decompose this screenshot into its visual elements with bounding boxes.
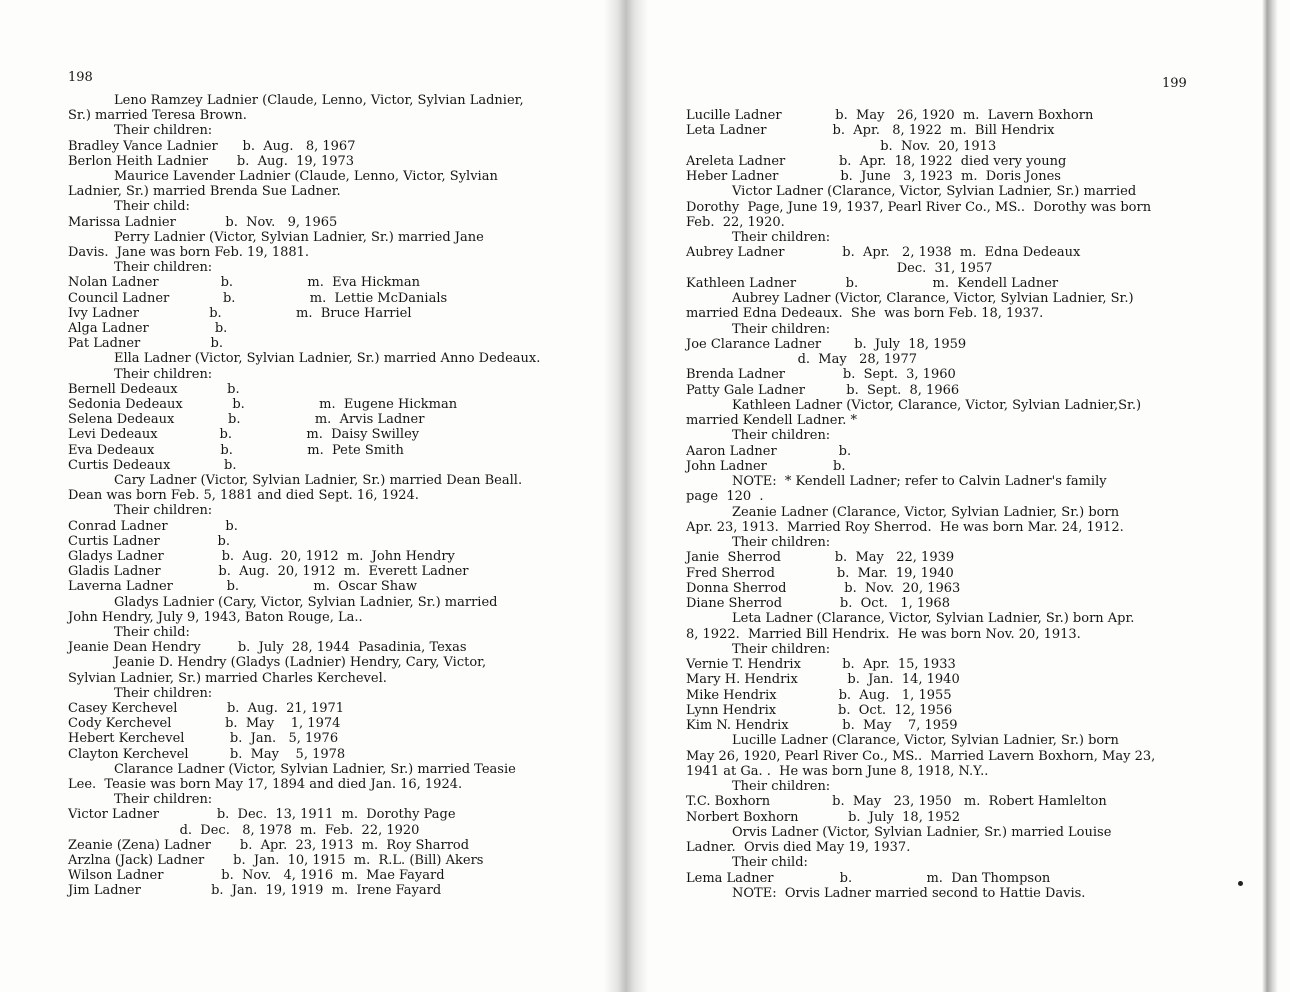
text-line: married Kendell Ladner. * (686, 413, 858, 428)
text-line: Norbert Boxhorn b. July 18, 1952 (686, 809, 961, 825)
text-line: Pat Ladner b. (68, 336, 223, 352)
text-line: Alga Ladner b. (68, 321, 228, 336)
left-page (0, 0, 622, 992)
text-line: Their children: (114, 366, 213, 382)
text-line: Levi Dedeaux b. m. Daisy Swilley (68, 427, 420, 443)
text-line: Janie Sherrod b. May 22, 1939 (686, 550, 955, 566)
text-line: Ladner. Orvis died May 19, 1937. (686, 840, 911, 855)
text-line: NOTE: Orvis Ladner married second to Hattie Davis. (732, 885, 1086, 901)
text-line: Arzlna (Jack) Ladner b. Jan. 10, 1915 m. R.L. (Bill) Akers (68, 853, 484, 868)
text-line: Curtis Ladner b. (68, 533, 231, 549)
text-line: Conrad Ladner b. (68, 518, 238, 534)
text-line: Ella Ladner (Victor, Sylvian Ladnier, Sr.) married Anno Dedeaux. (114, 351, 541, 367)
text-line: page 120 . (686, 489, 764, 505)
text-line: Laverna Ladner b. m. Oscar Shaw (68, 579, 418, 595)
text-line: Lee. Teasie was born May 17, 1894 and died Jan. 16, 1924. (68, 777, 463, 792)
text-line: Jeanie Dean Hendry b. July 28, 1944 Pasadinia, Texas (68, 640, 467, 656)
text-line: Mary H. Hendrix b. Jan. 14, 1940 (686, 672, 960, 688)
text-line: Aubrey Ladner b. Apr. 2, 1938 m. Edna Dedeaux (686, 245, 1081, 261)
page-number-198: 198 (68, 70, 93, 85)
text-line: Victor Ladner (Clarance, Victor, Sylvian Ladnier, Sr.) married (732, 184, 1137, 200)
text-line: Their children: (732, 779, 831, 794)
text-line: Victor Ladner b. Dec. 13, 1911 m. Dorothy Page (68, 807, 456, 823)
text-line: Gladys Ladnier (Cary, Victor, Sylvian Ladnier, Sr.) married (114, 594, 498, 610)
text-line: Fred Sherrod b. Mar. 19, 1940 (686, 565, 954, 581)
text-line: NOTE: * Kendell Ladner; refer to Calvin Ladner's family (732, 474, 1107, 489)
text-line: b. Nov. 20, 1913 (686, 138, 997, 154)
text-line: Leta Ladner (Clarance, Victor, Sylvian Ladnier, Sr.) born Apr. (732, 611, 1135, 627)
text-line: Davis. Jane was born Feb. 19, 1881. (68, 245, 310, 260)
text-line: Marissa Ladnier b. Nov. 9, 1965 (68, 214, 338, 230)
text-line: Orvis Ladner (Victor, Sylvian Ladnier, Sr.) married Louise (732, 824, 1112, 840)
text-line: Casey Kerchevel b. Aug. 21, 1971 (68, 701, 345, 716)
text-line: Areleta Ladner b. Apr. 18, 1922 died very young (686, 153, 1067, 169)
text-line: Perry Ladnier (Victor, Sylvian Ladnier, Sr.) married Jane (114, 229, 484, 245)
text-line: Clayton Kerchevel b. May 5, 1978 (68, 746, 346, 762)
text-line: Their children: (114, 503, 213, 519)
text-line: Kathleen Ladner b. m. Kendell Ladner (686, 275, 1059, 291)
text-line: Their children: (732, 230, 831, 245)
text-line: Brenda Ladner b. Sept. 3, 1960 (686, 367, 956, 383)
text-line: Their child: (114, 199, 190, 215)
text-line: Maurice Lavender Ladnier (Claude, Lenno, Victor, Sylvian (114, 169, 498, 184)
right-page (636, 0, 1290, 992)
text-line: d. May 28, 1977 (686, 352, 917, 367)
text-line: Their children: (114, 792, 213, 808)
text-line: Ladnier, Sr.) married Brenda Sue Ladner. (68, 184, 341, 200)
text-line: Clarance Ladner (Victor, Sylvian Ladnier, Sr.) married Teasie (114, 761, 516, 777)
text-line: Cary Ladner (Victor, Sylvian Ladnier, Sr.) married Dean Beall. (114, 473, 523, 488)
text-line: Joe Clarance Ladner b. July 18, 1959 (686, 336, 967, 352)
text-line: Vernie T. Hendrix b. Apr. 15, 1933 (686, 657, 956, 672)
text-line: Their child: (114, 625, 190, 640)
text-line: Their children: (732, 535, 831, 550)
text-line: Their children: (114, 685, 213, 701)
text-line: Their child: (732, 855, 808, 871)
text-line: married Edna Dedeaux. She was born Feb. 18, 1937. (686, 306, 1044, 322)
text-line: Donna Sherrod b. Nov. 20, 1963 (686, 580, 961, 596)
text-line: Apr. 23, 1913. Married Roy Sherrod. He was born Mar. 24, 1912. (686, 519, 1124, 535)
text-line: Their children: (732, 321, 831, 337)
text-line: Jim Ladner b. Jan. 19, 1919 m. Irene Fayard (68, 883, 442, 899)
text-line: Sr.) married Teresa Brown. (68, 108, 247, 124)
text-line: Gladys Ladner b. Aug. 20, 1912 m. John Hendry (68, 549, 455, 564)
text-line: Dec. 31, 1957 (686, 260, 993, 276)
text-line: Bradley Vance Ladnier b. Aug. 8, 1967 (68, 138, 356, 154)
text-line: Selena Dedeaux b. m. Arvis Ladner (68, 412, 425, 428)
text-line: Hebert Kerchevel b. Jan. 5, 1976 (68, 731, 339, 747)
text-line: Kim N. Hendrix b. May 7, 1959 (686, 718, 958, 733)
text-line: Sedonia Dedeaux b. m. Eugene Hickman (68, 397, 458, 412)
text-line: Berlon Heith Ladnier b. Aug. 19, 1973 (68, 153, 355, 169)
text-line: Kathleen Ladner (Victor, Clarance, Victor, Sylvian Ladnier,Sr.) (732, 397, 1142, 413)
text-line: Mike Hendrix b. Aug. 1, 1955 (686, 687, 952, 703)
text-line: Sylvian Ladnier, Sr.) married Charles Kerchevel. (68, 670, 387, 686)
text-line: Bernell Dedeaux b. (68, 381, 240, 397)
text-line: Aubrey Ladner (Victor, Clarance, Victor, Sylvian Ladnier, Sr.) (732, 291, 1134, 306)
text-line: John Ladner b. (686, 458, 846, 474)
text-line: Lucille Ladner (Clarance, Victor, Sylvian Ladnier, Sr.) born (732, 733, 1119, 749)
page-number-199: 199 (1162, 76, 1187, 91)
text-line: Jeanie D. Hendry (Gladys (Ladnier) Hendry, Cary, Victor, (114, 655, 487, 671)
text-line: Diane Sherrod b. Oct. 1, 1968 (686, 596, 950, 611)
text-line: Their children: (114, 260, 213, 276)
text-line: Eva Dedeaux b. m. Pete Smith (68, 442, 404, 458)
text-line: 1941 at Ga. . He was born June 8, 1918, N.Y.. (686, 763, 989, 779)
text-line: May 26, 1920, Pearl River Co., MS.. Married Lavern Boxhorn, May 23, (686, 748, 1156, 764)
text-line: Patty Gale Ladner b. Sept. 8, 1966 (686, 382, 960, 398)
text-line: Their children: (114, 123, 213, 139)
text-line: Zeanie (Zena) Ladner b. Apr. 23, 1913 m. Roy Sharrod (68, 837, 470, 853)
text-line: Lucille Ladner b. May 26, 1920 m. Lavern Boxhorn (686, 108, 1094, 123)
text-line: Dean was born Feb. 5, 1881 and died Sept. 16, 1924. (68, 488, 419, 504)
text-line: Leno Ramzey Ladnier (Claude, Lenno, Victor, Sylvian Ladnier, (114, 93, 524, 108)
text-line: Cody Kerchevel b. May 1, 1974 (68, 716, 341, 732)
text-line: Zeanie Ladner (Clarance, Victor, Sylvian Ladnier, Sr.) born (732, 504, 1120, 520)
text-line: Feb. 22, 1920. (686, 214, 785, 230)
text-line: Nolan Ladner b. m. Eva Hickman (68, 275, 420, 291)
text-line: Dorothy Page, June 19, 1937, Pearl River Co., MS.. Dorothy was born (686, 199, 1152, 215)
text-line: Wilson Ladner b. Nov. 4, 1916 m. Mae Fayard (68, 868, 445, 884)
text-line: d. Dec. 8, 1978 m. Feb. 22, 1920 (68, 822, 420, 838)
text-line: Lynn Hendrix b. Oct. 12, 1956 (686, 702, 953, 718)
text-line: Council Ladner b. m. Lettie McDanials (68, 290, 448, 306)
text-line: Their children: (732, 428, 831, 444)
text-line: Gladis Ladner b. Aug. 20, 1912 m. Everett Ladner (68, 564, 469, 580)
text-line: T.C. Boxhorn b. May 23, 1950 m. Robert Hamlelton (686, 794, 1107, 810)
text-line: Heber Ladner b. June 3, 1923 m. Doris Jones (686, 169, 1061, 184)
text-line: 8, 1922. Married Bill Hendrix. He was born Nov. 20, 1913. (686, 626, 1081, 642)
text-line: Lema Ladner b. m. Dan Thompson (686, 870, 1051, 886)
text-line: Their children: (732, 641, 831, 657)
text-line: John Hendry, July 9, 1943, Baton Rouge, La.. (68, 609, 363, 625)
text-line: Aaron Ladner b. (686, 443, 852, 459)
text-line: Leta Ladner b. Apr. 8, 1922 m. Bill Hendrix (686, 123, 1055, 139)
text-line: Curtis Dedeaux b. (68, 457, 237, 473)
text-line: Ivy Ladner b. m. Bruce Harriel (68, 305, 412, 321)
